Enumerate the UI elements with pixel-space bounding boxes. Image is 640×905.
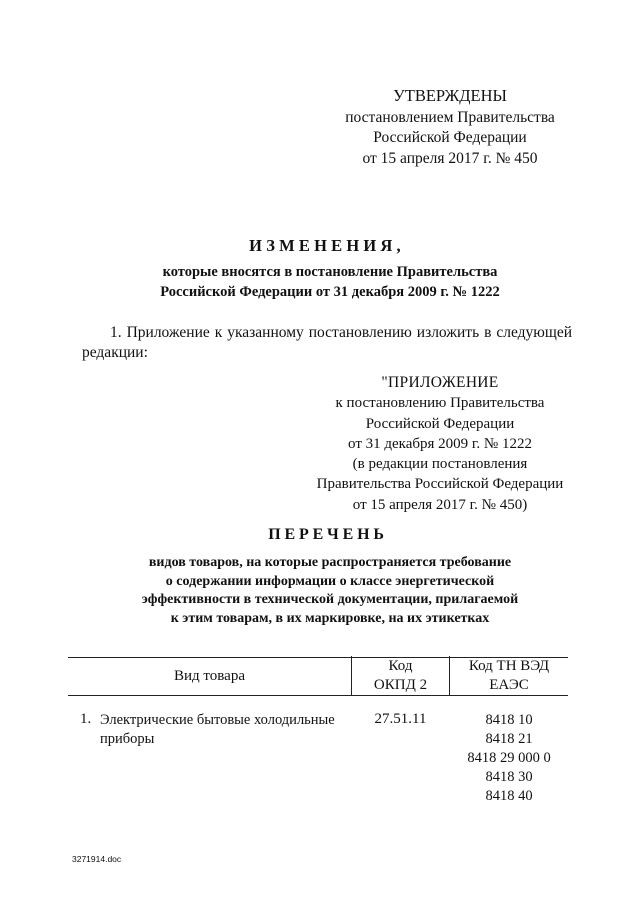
tn-code-2: 8418 21 (485, 731, 533, 747)
list-subtitle-line-4: к этим товарам, в их маркировке, на их этикетках (170, 610, 490, 626)
table-row-tn-codes (450, 711, 568, 806)
approval-stamp (330, 86, 570, 169)
paragraph-1-line-2: редакции: (82, 344, 148, 361)
annex-line-6: от 15 апреля 2017 г. № 450) (352, 496, 528, 513)
paragraph-1-line-1 (82, 322, 572, 343)
table-header-name: Вид товара (174, 668, 245, 684)
list-subtitle (80, 554, 580, 628)
list-subtitle-line-3: эффективности в технической документации, прилагаемой (141, 592, 519, 607)
tn-code-1: 8418 10 (485, 712, 533, 728)
table-header-tn-line-1: Код ТН ВЭД (468, 658, 550, 674)
table-header-rule (68, 695, 568, 696)
changes-subtitle-line-1: которые вносятся в постановление Правительства (162, 264, 498, 280)
table-header-okpd-line-1: Код (388, 658, 413, 674)
list-subtitle-line-2: о содержании информации о классе энергетической (165, 573, 495, 589)
annex-heading: "ПРИЛОЖЕНИЕ (381, 374, 499, 391)
table-header-okpd-line-2: ОКПД 2 (373, 677, 428, 693)
changes-title: ИЗМЕНЕНИЯ, (249, 236, 405, 255)
table-row-name: Электрические бытовые холодильные приборы (100, 712, 335, 747)
annex-line-3: от 31 декабря 2009 г. № 1222 (348, 435, 532, 452)
list-subtitle-line-1: видов товаров, на которые распространяется требование (148, 555, 512, 570)
approved-line-1: постановлением Правительства (345, 108, 555, 126)
footer-filename: 3271914.doc (72, 854, 122, 864)
annex-line-1: к постановлению Правительства (335, 395, 545, 412)
approved-line-3: от 15 апреля 2017 г. № 450 (362, 149, 538, 167)
changes-subtitle (60, 262, 600, 302)
tn-code-4: 8418 30 (485, 769, 533, 785)
paragraph-1-text: 1. Приложение к указанному постановлению изложить в следующей (110, 324, 572, 341)
annex-header (300, 373, 580, 515)
table-header-tn-line-2: ЕАЭС (489, 677, 529, 693)
approved-line-2: Российской Федерации (373, 129, 527, 146)
approved-heading: УТВЕРЖДЕНЫ (393, 86, 507, 105)
annex-line-2: Российской Федерации (365, 415, 515, 432)
table-row-number: 1. (80, 711, 92, 727)
tn-code-5: 8418 40 (485, 788, 533, 804)
annex-line-4: (в редакции постановления (352, 456, 528, 473)
table-header-tn-ved (450, 657, 568, 695)
table-header-okpd (352, 657, 449, 695)
list-title: ПЕРЕЧЕНЬ (268, 526, 388, 543)
tn-code-3: 8418 29 000 0 (467, 750, 551, 766)
annex-line-5: Правительства Российской Федерации (316, 476, 564, 493)
table-row-okpd: 27.51.11 (374, 711, 427, 727)
changes-subtitle-line-2: Российской Федерации от 31 декабря 2009 г. № 1222 (160, 284, 500, 300)
